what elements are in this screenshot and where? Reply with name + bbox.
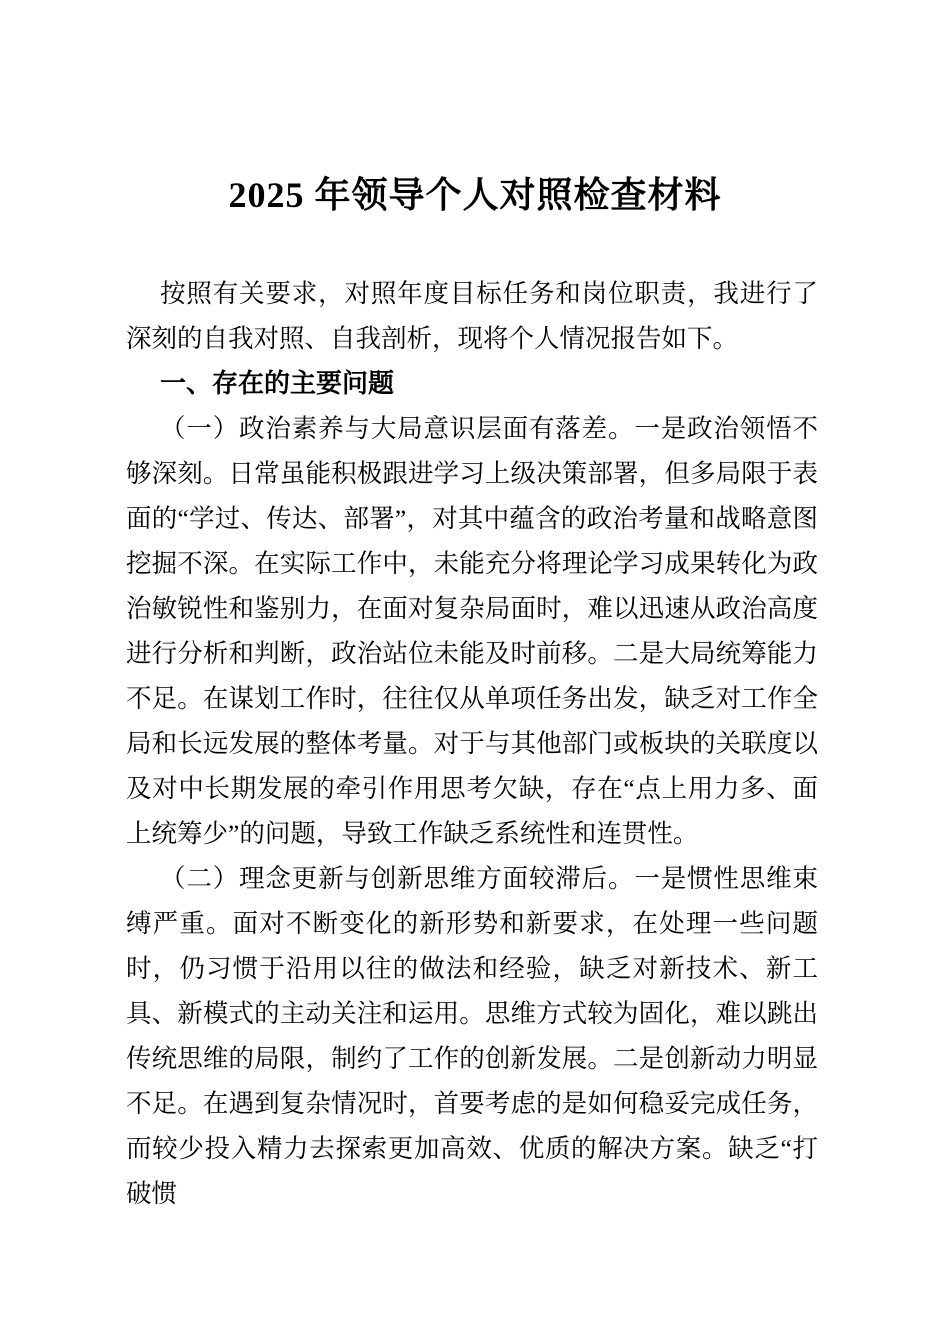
problem-item-2: （二）理念更新与创新思维方面较滞后。一是惯性思维束缚严重。面对不断变化的新形势和新要求，在处理一些问题时，仍习惯于沿用以往的做法和经验，缺乏对新技术、新工具、新模式的主动关注和运用。思维方式较为固化，难以跳出传统思维的局限，制约了工作的创新发展。二是创新动力明显不足。在遇到复杂情况时，首要考虑的是如何稳妥完成任务，而较少投入精力去探索更加高效、优质的解决方案。缺乏“打破惯 xyxy=(126,864,818,1208)
page-title: 2025 年领导个人对照检查材料 xyxy=(228,175,722,215)
intro-paragraph: 按照有关要求，对照年度目标任务和岗位职责，我进行了深刻的自我对照、自我剖析，现将个人情况报告如下。 xyxy=(126,279,818,353)
problem-item-1: （一）政治素养与大局意识层面有落差。一是政治领悟不够深刻。日常虽能积极跟进学习上级决策部署，但多局限于表面的“学过、传达、部署”，对其中蕴含的政治考量和战略意图挖掘不深。在实际工作中，未能充分将理论学习成果转化为政治敏锐性和鉴别力，在面对复杂局面时，难以迅速从政治高度进行分析和判断，政治站位未能及时前移。二是大局统筹能力不足。在谋划工作时，往往仅从单项任务出发，缺乏对工作全局和长远发展的整体考量。对于与其他部门或板块的关联度以及对中长期发展的牵引作用思考欠缺，存在“点上用力多、面上统筹少”的问题，导致工作缺乏系统性和连贯性。 xyxy=(126,414,818,848)
section-heading-problems: 一、存在的主要问题 xyxy=(160,368,395,398)
document-body xyxy=(0,271,950,1216)
